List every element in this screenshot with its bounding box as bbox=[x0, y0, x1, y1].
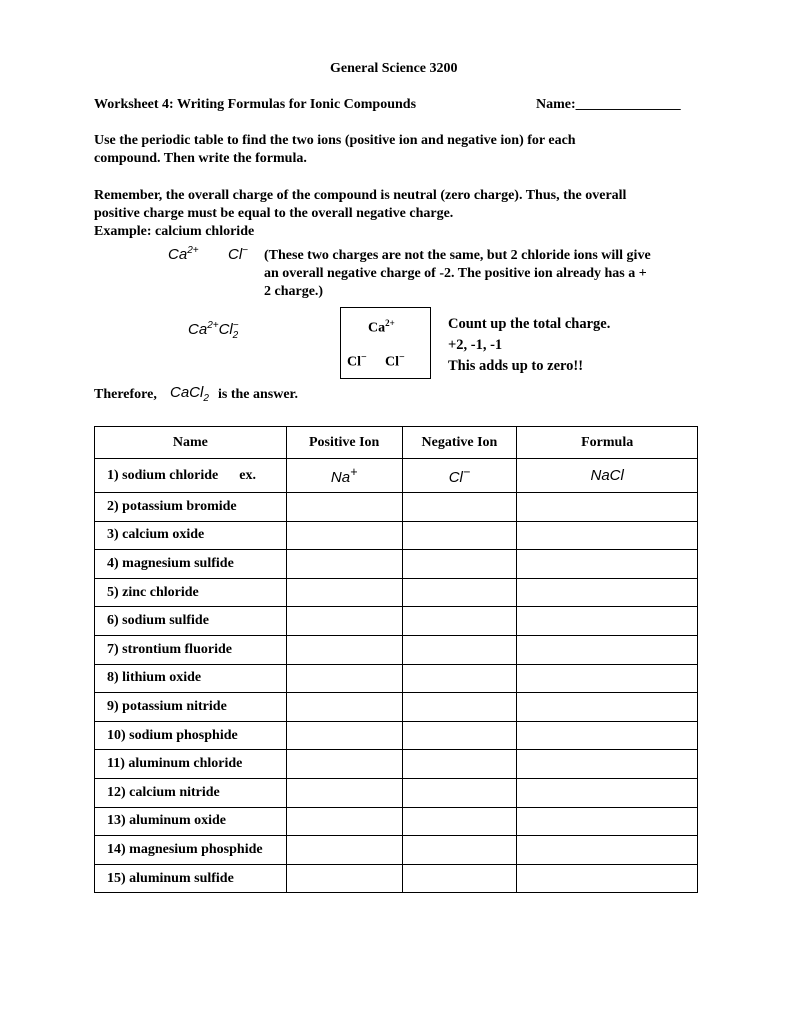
compound-name: 5) zinc chloride bbox=[95, 578, 287, 607]
table-row bbox=[95, 578, 698, 607]
box-chloride-ion-1: Cl− bbox=[347, 352, 367, 370]
positive-ion-cell[interactable] bbox=[286, 578, 402, 607]
explanation-line-2: an overall negative charge of -2. The positive ion already has a + bbox=[264, 266, 647, 281]
table-row bbox=[95, 550, 698, 579]
compound-name: 8) lithium oxide bbox=[95, 664, 287, 693]
formula-cell[interactable] bbox=[517, 778, 698, 807]
compound-name: 9) potassium nitride bbox=[95, 693, 287, 722]
formula-cell[interactable] bbox=[517, 807, 698, 836]
explanation-line-3: 2 charge.) bbox=[264, 284, 324, 299]
table-row bbox=[95, 778, 698, 807]
table-row bbox=[95, 664, 698, 693]
formula-cell[interactable] bbox=[517, 693, 698, 722]
positive-ion-cell[interactable] bbox=[286, 778, 402, 807]
formula-cell[interactable] bbox=[517, 664, 698, 693]
header-positive-ion: Positive Ion bbox=[286, 427, 402, 459]
compound-name: 4) magnesium sulfide bbox=[95, 550, 287, 579]
negative-ion-cell[interactable] bbox=[402, 721, 517, 750]
instruction-line-1: Use the periodic table to find the two ions (positive ion and negative ion) for each bbox=[94, 133, 576, 148]
table-row bbox=[95, 635, 698, 664]
table-row-example bbox=[95, 459, 698, 493]
positive-ion-cell[interactable] bbox=[286, 750, 402, 779]
positive-ion-cell[interactable] bbox=[286, 836, 402, 865]
compound-name: 1) sodium chloride ex. bbox=[95, 459, 287, 493]
negative-ion-cell[interactable] bbox=[402, 493, 517, 522]
negative-ion-cell[interactable] bbox=[402, 693, 517, 722]
compound-name: 12) calcium nitride bbox=[95, 778, 287, 807]
formula-cell[interactable] bbox=[517, 750, 698, 779]
positive-ion-cell[interactable] bbox=[286, 807, 402, 836]
header-formula: Formula bbox=[517, 427, 698, 459]
table-row bbox=[95, 493, 698, 522]
table-row bbox=[95, 864, 698, 893]
header-negative-ion: Negative Ion bbox=[402, 427, 517, 459]
positive-ion-cell[interactable] bbox=[286, 521, 402, 550]
formula-cell[interactable] bbox=[517, 607, 698, 636]
table-row bbox=[95, 693, 698, 722]
name-field: Name:_______________ bbox=[536, 97, 681, 112]
negative-ion-cell[interactable] bbox=[402, 521, 517, 550]
answer-formula: CaCl$_2$ bbox=[170, 384, 209, 404]
remember-line-1: Remember, the overall charge of the compound is neutral (zero charge). Thus, the overall bbox=[94, 188, 627, 203]
positive-ion-cell[interactable] bbox=[286, 550, 402, 579]
table-row bbox=[95, 521, 698, 550]
negative-ion-cell[interactable] bbox=[402, 778, 517, 807]
count-line-3: This adds up to zero!! bbox=[448, 358, 584, 374]
compound-name: 7) strontium fluoride bbox=[95, 635, 287, 664]
table-row bbox=[95, 807, 698, 836]
negative-ion-cell[interactable] bbox=[402, 635, 517, 664]
course-title: General Science 3200 bbox=[330, 61, 458, 76]
table-row bbox=[95, 750, 698, 779]
compound-name: 2) potassium bromide bbox=[95, 493, 287, 522]
formula-cell[interactable] bbox=[517, 836, 698, 865]
example-positive-ion: $Ca^{2+}$ bbox=[168, 245, 199, 263]
example-negative-ion: Cl− bbox=[228, 245, 249, 263]
negative-ion-cell[interactable] bbox=[402, 836, 517, 865]
positive-ion-answer: Na+ bbox=[330, 464, 358, 486]
header-name: Name bbox=[95, 427, 287, 459]
compound-name: 10) sodium phosphide bbox=[95, 721, 287, 750]
combined-ions: $Ca^{2+}Cl^-_2$ bbox=[188, 320, 239, 341]
count-line-2: +2, -1, -1 bbox=[448, 337, 503, 353]
positive-ion-cell[interactable] bbox=[286, 607, 402, 636]
formula-answer: NaCl bbox=[590, 466, 624, 484]
answer-suffix: is the answer. bbox=[218, 387, 298, 402]
positive-ion-cell[interactable] bbox=[286, 864, 402, 893]
therefore-label: Therefore, bbox=[94, 387, 157, 402]
positive-ion-cell[interactable] bbox=[286, 721, 402, 750]
positive-ion-cell[interactable] bbox=[286, 459, 402, 493]
compound-name: 13) aluminum oxide bbox=[95, 807, 287, 836]
compound-name: 15) aluminum sulfide bbox=[95, 864, 287, 893]
instruction-line-2: compound. Then write the formula. bbox=[94, 151, 307, 166]
positive-ion-cell[interactable] bbox=[286, 664, 402, 693]
formula-cell[interactable] bbox=[517, 550, 698, 579]
table-row bbox=[95, 607, 698, 636]
negative-ion-cell[interactable] bbox=[402, 807, 517, 836]
table-row bbox=[95, 721, 698, 750]
positive-ion-cell[interactable] bbox=[286, 693, 402, 722]
worksheet-title: Worksheet 4: Writing Formulas for Ionic Compounds bbox=[94, 97, 417, 112]
table-header-row bbox=[95, 427, 698, 459]
negative-ion-cell[interactable] bbox=[402, 864, 517, 893]
remember-line-2: positive charge must be equal to the overall negative charge. bbox=[94, 206, 454, 221]
ionic-compounds-table bbox=[94, 426, 698, 893]
negative-ion-cell[interactable] bbox=[402, 664, 517, 693]
box-chloride-ion-2: Cl− bbox=[385, 352, 405, 370]
positive-ion-cell[interactable] bbox=[286, 635, 402, 664]
negative-ion-cell[interactable] bbox=[402, 550, 517, 579]
formula-cell[interactable] bbox=[517, 721, 698, 750]
formula-cell[interactable] bbox=[517, 635, 698, 664]
compound-name: 6) sodium sulfide bbox=[95, 607, 287, 636]
formula-cell[interactable] bbox=[517, 864, 698, 893]
formula-cell[interactable] bbox=[517, 578, 698, 607]
formula-cell[interactable] bbox=[517, 459, 698, 493]
explanation-line-1: (These two charges are not the same, but 2 chloride ions will give bbox=[264, 248, 651, 263]
table-row bbox=[95, 836, 698, 865]
compound-name: 3) calcium oxide bbox=[95, 521, 287, 550]
example-label: Example: calcium chloride bbox=[94, 224, 255, 239]
negative-ion-cell[interactable] bbox=[402, 459, 517, 493]
compound-name: 11) aluminum chloride bbox=[95, 750, 287, 779]
negative-ion-answer: Cl− bbox=[448, 464, 471, 486]
formula-cell[interactable] bbox=[517, 521, 698, 550]
positive-ion-cell[interactable] bbox=[286, 493, 402, 522]
count-line-1: Count up the total charge. bbox=[448, 316, 611, 332]
box-calcium-ion: $Ca^{2+}$ bbox=[368, 318, 395, 336]
formula-cell[interactable] bbox=[517, 493, 698, 522]
negative-ion-cell[interactable] bbox=[402, 578, 517, 607]
compound-name: 14) magnesium phosphide bbox=[95, 836, 287, 865]
example-marker: ex. bbox=[239, 467, 256, 483]
negative-ion-cell[interactable] bbox=[402, 750, 517, 779]
negative-ion-cell[interactable] bbox=[402, 607, 517, 636]
